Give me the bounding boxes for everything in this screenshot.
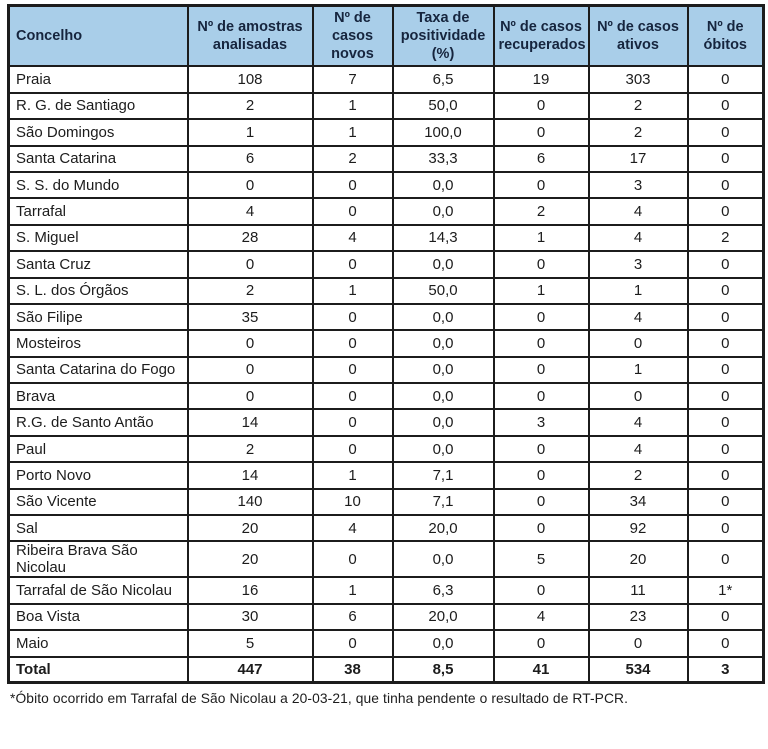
row-label: Total xyxy=(9,657,188,683)
table-cell: 108 xyxy=(188,66,313,92)
footnote: *Óbito ocorrido em Tarrafal de São Nicolau a 20-03-21, que tinha pendente o resultado de RT-PCR. xyxy=(10,691,629,707)
table-cell: 34 xyxy=(589,489,688,515)
table-row xyxy=(9,357,764,383)
table-cell: 0 xyxy=(494,577,589,603)
table-cell: 1 xyxy=(313,119,393,145)
row-label: Sal xyxy=(9,515,188,541)
table-cell: 0 xyxy=(589,383,688,409)
table-cell: 2 xyxy=(589,119,688,145)
row-label: Santa Cruz xyxy=(9,251,188,277)
table-cell: 0,0 xyxy=(393,541,494,577)
table-cell: 0 xyxy=(494,304,589,330)
row-label: Maio xyxy=(9,630,188,656)
table-cell: 23 xyxy=(589,604,688,630)
table-cell: 1 xyxy=(313,577,393,603)
table-cell: 38 xyxy=(313,657,393,683)
row-label: R. G. de Santiago xyxy=(9,93,188,119)
table-cell: 16 xyxy=(188,577,313,603)
header-row xyxy=(9,6,764,67)
row-label: Paul xyxy=(9,436,188,462)
table-cell: 0 xyxy=(313,172,393,198)
table-cell: 20 xyxy=(188,541,313,577)
table-cell: 20 xyxy=(589,541,688,577)
table-cell: 3 xyxy=(589,251,688,277)
table-cell: 0 xyxy=(313,357,393,383)
table-cell: 14,3 xyxy=(393,225,494,251)
table-cell: 0 xyxy=(688,383,764,409)
table-cell: 0,0 xyxy=(393,172,494,198)
table-cell: 0 xyxy=(188,251,313,277)
column-header-taxa-positividade: Taxa de positividade (%) xyxy=(393,6,494,67)
table-cell: 1 xyxy=(188,119,313,145)
table-cell: 0 xyxy=(494,383,589,409)
table-cell: 447 xyxy=(188,657,313,683)
table-cell: 0 xyxy=(494,489,589,515)
table-cell: 50,0 xyxy=(393,278,494,304)
total-row xyxy=(9,657,764,683)
row-label: Santa Catarina xyxy=(9,146,188,172)
table-cell: 0 xyxy=(494,330,589,356)
table-cell: 19 xyxy=(494,66,589,92)
table-body xyxy=(9,66,764,683)
table-cell: 1 xyxy=(313,93,393,119)
table-cell: 0,0 xyxy=(393,630,494,656)
table-row xyxy=(9,225,764,251)
table-cell: 20 xyxy=(188,515,313,541)
table-cell: 7,1 xyxy=(393,489,494,515)
table-cell: 0,0 xyxy=(393,383,494,409)
table-row xyxy=(9,577,764,603)
table-cell: 0,0 xyxy=(393,251,494,277)
table-cell: 4 xyxy=(188,198,313,224)
table-cell: 0 xyxy=(313,541,393,577)
row-label: S. Miguel xyxy=(9,225,188,251)
row-label: Boa Vista xyxy=(9,604,188,630)
column-header-amostras-analisadas: Nº de amostras analisadas xyxy=(188,6,313,67)
table-cell: 20,0 xyxy=(393,604,494,630)
row-label: Mosteiros xyxy=(9,330,188,356)
table-cell: 4 xyxy=(589,225,688,251)
table-cell: 4 xyxy=(313,515,393,541)
table-row xyxy=(9,604,764,630)
table-cell: 8,5 xyxy=(393,657,494,683)
table-cell: 33,3 xyxy=(393,146,494,172)
table-cell: 6,5 xyxy=(393,66,494,92)
table-cell: 0 xyxy=(494,251,589,277)
table-cell: 0,0 xyxy=(393,198,494,224)
table-cell: 0 xyxy=(688,251,764,277)
table-cell: 6,3 xyxy=(393,577,494,603)
row-label: S. S. do Mundo xyxy=(9,172,188,198)
table-cell: 0 xyxy=(688,489,764,515)
table-cell: 0 xyxy=(688,330,764,356)
row-label: R.G. de Santo Antão xyxy=(9,409,188,435)
table-cell: 35 xyxy=(188,304,313,330)
table-row xyxy=(9,630,764,656)
table-cell: 7,1 xyxy=(393,462,494,488)
table-cell: 41 xyxy=(494,657,589,683)
table-row xyxy=(9,462,764,488)
table-cell: 3 xyxy=(589,172,688,198)
table-cell: 3 xyxy=(494,409,589,435)
table-cell: 2 xyxy=(494,198,589,224)
table-cell: 4 xyxy=(494,604,589,630)
table-row xyxy=(9,198,764,224)
table-cell: 0 xyxy=(313,630,393,656)
row-label: Brava xyxy=(9,383,188,409)
table-cell: 2 xyxy=(188,278,313,304)
row-label: S. L. dos Órgãos xyxy=(9,278,188,304)
column-header-obitos: Nº de óbitos xyxy=(688,6,764,67)
table-cell: 2 xyxy=(688,225,764,251)
table-cell: 0,0 xyxy=(393,436,494,462)
table-cell: 100,0 xyxy=(393,119,494,145)
table-row xyxy=(9,409,764,435)
table-cell: 0 xyxy=(688,172,764,198)
row-label: Praia xyxy=(9,66,188,92)
table-cell: 0 xyxy=(688,604,764,630)
table-cell: 0 xyxy=(313,409,393,435)
row-label: Tarrafal xyxy=(9,198,188,224)
table-cell: 1 xyxy=(589,278,688,304)
row-label: São Vicente xyxy=(9,489,188,515)
column-header-casos-ativos: Nº de casos ativos xyxy=(589,6,688,67)
row-label: Ribeira Brava São Nicolau xyxy=(9,541,188,577)
table-cell: 7 xyxy=(313,66,393,92)
table-cell: 14 xyxy=(188,462,313,488)
table-cell: 2 xyxy=(589,93,688,119)
table-row xyxy=(9,541,764,577)
table-cell: 20,0 xyxy=(393,515,494,541)
row-label: Santa Catarina do Fogo xyxy=(9,357,188,383)
table-cell: 1 xyxy=(313,462,393,488)
table-cell: 30 xyxy=(188,604,313,630)
table-cell: 0 xyxy=(589,330,688,356)
table-cell: 534 xyxy=(589,657,688,683)
table-cell: 1 xyxy=(494,278,589,304)
table-cell: 0 xyxy=(313,304,393,330)
table-cell: 0 xyxy=(494,119,589,145)
table-cell: 0 xyxy=(188,330,313,356)
column-header-casos-recuperados: Nº de casos recuperados xyxy=(494,6,589,67)
table-cell: 0 xyxy=(688,93,764,119)
table-cell: 0 xyxy=(313,383,393,409)
table-cell: 0 xyxy=(688,515,764,541)
table-cell: 0 xyxy=(688,119,764,145)
table-cell: 4 xyxy=(589,436,688,462)
table-row xyxy=(9,304,764,330)
covid-concelho-table xyxy=(7,4,765,684)
table-row xyxy=(9,66,764,92)
column-header-casos-novos: Nº de casos novos xyxy=(313,6,393,67)
table-cell: 0,0 xyxy=(393,330,494,356)
table-cell: 0 xyxy=(688,630,764,656)
table-cell: 6 xyxy=(188,146,313,172)
table-cell: 0 xyxy=(313,330,393,356)
table-cell: 2 xyxy=(188,93,313,119)
table-cell: 2 xyxy=(589,462,688,488)
row-label: São Filipe xyxy=(9,304,188,330)
row-label: Porto Novo xyxy=(9,462,188,488)
table-cell: 303 xyxy=(589,66,688,92)
table-cell: 0 xyxy=(313,251,393,277)
table-cell: 2 xyxy=(313,146,393,172)
table-cell: 0 xyxy=(494,436,589,462)
table-cell: 50,0 xyxy=(393,93,494,119)
table-cell: 4 xyxy=(589,304,688,330)
table-row xyxy=(9,515,764,541)
table-cell: 0 xyxy=(589,630,688,656)
table-cell: 0 xyxy=(188,172,313,198)
table-cell: 0 xyxy=(688,409,764,435)
table-cell: 0,0 xyxy=(393,304,494,330)
table-cell: 0 xyxy=(494,462,589,488)
table-cell: 1* xyxy=(688,577,764,603)
table-cell: 0 xyxy=(494,172,589,198)
table-cell: 3 xyxy=(688,657,764,683)
table-cell: 28 xyxy=(188,225,313,251)
table-cell: 0 xyxy=(688,278,764,304)
table-cell: 0 xyxy=(494,93,589,119)
table-cell: 5 xyxy=(188,630,313,656)
table-row xyxy=(9,172,764,198)
table-row xyxy=(9,436,764,462)
table-cell: 0 xyxy=(688,304,764,330)
table-cell: 2 xyxy=(188,436,313,462)
table-cell: 11 xyxy=(589,577,688,603)
table-cell: 0 xyxy=(688,146,764,172)
table-cell: 0 xyxy=(313,198,393,224)
table-row xyxy=(9,489,764,515)
table-cell: 0 xyxy=(688,436,764,462)
table-cell: 92 xyxy=(589,515,688,541)
table-cell: 0 xyxy=(188,383,313,409)
table-row xyxy=(9,278,764,304)
table-cell: 6 xyxy=(494,146,589,172)
table-cell: 6 xyxy=(313,604,393,630)
table-cell: 0 xyxy=(494,630,589,656)
table-cell: 0 xyxy=(313,436,393,462)
row-label: Tarrafal de São Nicolau xyxy=(9,577,188,603)
table-cell: 10 xyxy=(313,489,393,515)
table-row xyxy=(9,251,764,277)
table-row xyxy=(9,330,764,356)
table-cell: 0,0 xyxy=(393,409,494,435)
table-row xyxy=(9,383,764,409)
table-cell: 0 xyxy=(688,66,764,92)
table-cell: 1 xyxy=(589,357,688,383)
table-cell: 0 xyxy=(494,357,589,383)
row-label: São Domingos xyxy=(9,119,188,145)
table-cell: 140 xyxy=(188,489,313,515)
table-cell: 1 xyxy=(313,278,393,304)
table-cell: 0,0 xyxy=(393,357,494,383)
table-cell: 0 xyxy=(494,515,589,541)
table-row xyxy=(9,146,764,172)
table-cell: 14 xyxy=(188,409,313,435)
column-header-concelho: Concelho xyxy=(9,6,188,67)
table-cell: 4 xyxy=(589,198,688,224)
table-cell: 17 xyxy=(589,146,688,172)
table-row xyxy=(9,93,764,119)
table-cell: 5 xyxy=(494,541,589,577)
table-row xyxy=(9,119,764,145)
table-cell: 4 xyxy=(313,225,393,251)
table-cell: 0 xyxy=(688,198,764,224)
table-cell: 4 xyxy=(589,409,688,435)
table-cell: 0 xyxy=(688,462,764,488)
table-cell: 0 xyxy=(188,357,313,383)
table-cell: 0 xyxy=(688,541,764,577)
table-cell: 0 xyxy=(688,357,764,383)
table-cell: 1 xyxy=(494,225,589,251)
